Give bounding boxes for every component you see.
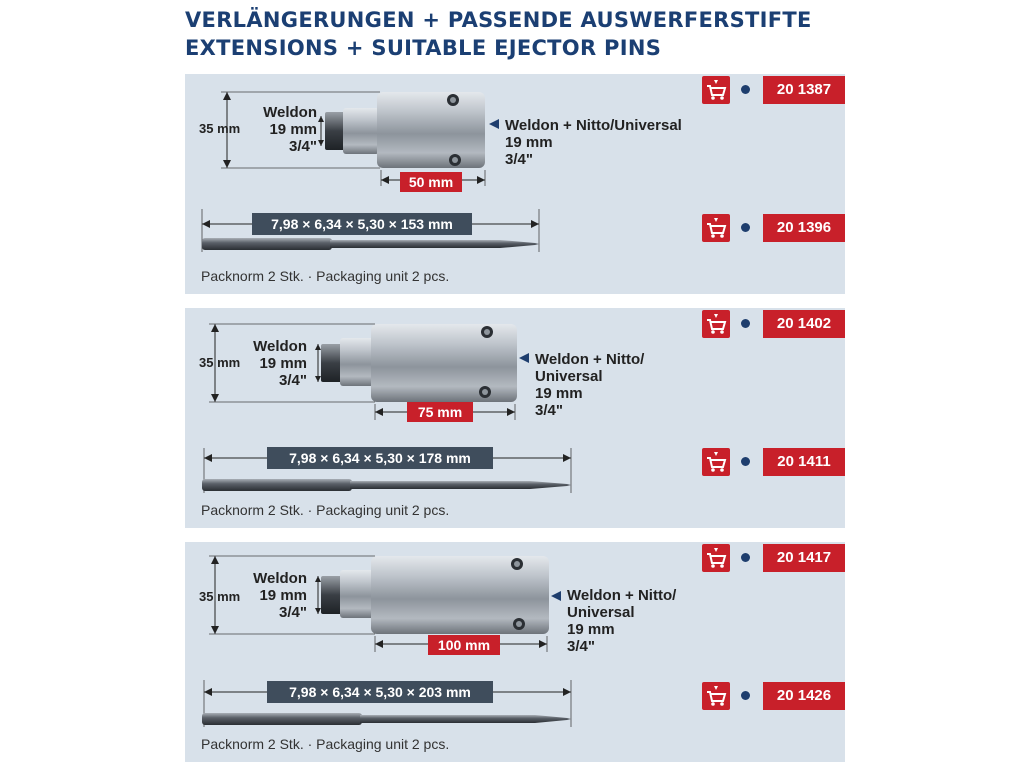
- product-panel-2: [185, 308, 845, 528]
- fit-label-line-2: Universal: [535, 368, 603, 385]
- product-panel-3: [185, 542, 845, 762]
- page-title-de: VERLÄNGERUNGEN + PASSENDE AUSWERFERSTIFTE: [185, 8, 812, 32]
- product-panel-1: [185, 74, 845, 294]
- article-number: 20 1417: [763, 544, 845, 572]
- fit-label-line-4: 3/4": [535, 402, 563, 419]
- bullet-dot-icon: [741, 223, 750, 232]
- fit-label-line-1: Weldon + Nitto/Universal: [505, 117, 682, 134]
- shank-label-line-3: 3/4": [279, 604, 307, 621]
- article-number: 20 1387: [763, 76, 845, 104]
- shopping-cart-icon: [702, 310, 730, 338]
- fit-label-line-3: 3/4": [505, 151, 533, 168]
- packaging-note: Packnorm 2 Stk. · Packaging unit 2 pcs.: [201, 736, 450, 752]
- fit-label: [505, 117, 682, 168]
- add-to-cart-button[interactable]: [702, 214, 730, 242]
- shank-label: [245, 570, 307, 621]
- height-dimension-label: 35 mm: [199, 355, 241, 370]
- shopping-cart-icon: [702, 544, 730, 572]
- fit-label-line-1: Weldon + Nitto/: [567, 587, 677, 604]
- add-to-cart-button[interactable]: [702, 310, 730, 338]
- fit-label-line-3: 19 mm: [535, 385, 583, 402]
- article-number: 20 1426: [763, 682, 845, 710]
- shank-label-line-1: Weldon: [263, 104, 317, 121]
- length-dimension-label: 75 mm: [407, 402, 473, 422]
- height-dimension-label: 35 mm: [199, 589, 241, 604]
- packaging-note: Packnorm 2 Stk. · Packaging unit 2 pcs.: [201, 268, 450, 284]
- shank-label: [245, 338, 307, 389]
- shopping-cart-icon: [702, 448, 730, 476]
- add-to-cart-button[interactable]: [702, 76, 730, 104]
- bullet-dot-icon: [741, 553, 750, 562]
- pin-dimension-label: 7,98 × 6,34 × 5,30 × 153 mm: [252, 213, 472, 235]
- add-to-cart-button[interactable]: [702, 448, 730, 476]
- shopping-cart-icon: [702, 214, 730, 242]
- shopping-cart-icon: [702, 76, 730, 104]
- fit-label-line-4: 3/4": [567, 638, 595, 655]
- fit-label-line-2: 19 mm: [505, 134, 553, 151]
- shank-label-line-2: 19 mm: [259, 355, 307, 372]
- shopping-cart-icon: [702, 682, 730, 710]
- add-to-cart-button[interactable]: [702, 544, 730, 572]
- pin-dimension-label: 7,98 × 6,34 × 5,30 × 178 mm: [267, 447, 493, 469]
- shank-label-line-1: Weldon: [253, 338, 307, 355]
- height-dimension-label: 35 mm: [199, 121, 241, 136]
- bullet-dot-icon: [741, 457, 750, 466]
- fit-label: [567, 587, 676, 655]
- article-number: 20 1402: [763, 310, 845, 338]
- add-to-cart-button[interactable]: [702, 682, 730, 710]
- bullet-dot-icon: [741, 691, 750, 700]
- shank-label-line-3: 3/4": [289, 138, 317, 155]
- shank-label: [255, 104, 317, 155]
- length-dimension-label: 50 mm: [400, 172, 462, 192]
- article-number: 20 1411: [763, 448, 845, 476]
- length-dimension-label: 100 mm: [428, 635, 500, 655]
- fit-label-line-1: Weldon + Nitto/: [535, 351, 645, 368]
- bullet-dot-icon: [741, 319, 750, 328]
- shank-label-line-2: 19 mm: [269, 121, 317, 138]
- fit-label-line-3: 19 mm: [567, 621, 615, 638]
- fit-label-line-2: Universal: [567, 604, 635, 621]
- shank-label-line-3: 3/4": [279, 372, 307, 389]
- pin-dimension-label: 7,98 × 6,34 × 5,30 × 203 mm: [267, 681, 493, 703]
- packaging-note: Packnorm 2 Stk. · Packaging unit 2 pcs.: [201, 502, 450, 518]
- shank-label-line-1: Weldon: [253, 570, 307, 587]
- article-number: 20 1396: [763, 214, 845, 242]
- bullet-dot-icon: [741, 85, 750, 94]
- page-title-en: EXTENSIONS + SUITABLE EJECTOR PINS: [185, 36, 662, 60]
- fit-label: [535, 351, 644, 419]
- shank-label-line-2: 19 mm: [259, 587, 307, 604]
